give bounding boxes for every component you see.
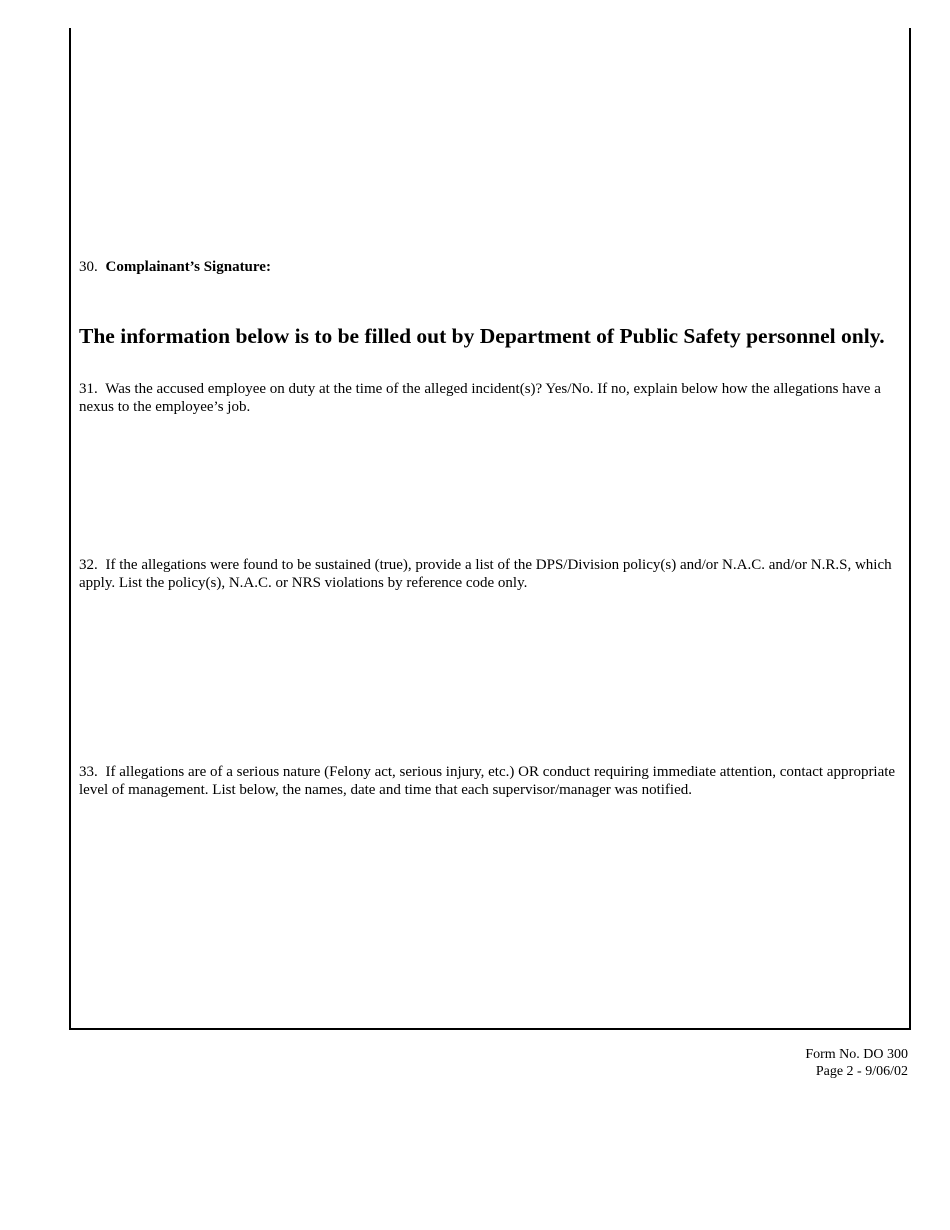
dps-personnel-notice: The information below is to be filled out by Department of Public Safety personnel only. (79, 324, 885, 348)
question-33-text: If allegations are of a serious nature (Felony act, serious injury, etc.) OR conduct requiring immediate attention, contact appropriate level of management. List below, the names, date and time that each supervisor/manager was notified. (79, 764, 896, 798)
item-number: 33. (79, 764, 98, 780)
signature-label: Complainant’s Signature: (105, 259, 271, 275)
page-info: Page 2 - 9/06/02 (815, 1064, 908, 1079)
question-32[interactable] (79, 556, 899, 592)
question-33[interactable] (79, 763, 899, 799)
item-number: 31. (79, 381, 98, 397)
item-number: 30. (79, 259, 98, 275)
item-number: 32. (79, 557, 98, 573)
complainant-signature-field[interactable] (79, 258, 899, 276)
form-number: Form No. DO 300 (805, 1047, 908, 1062)
question-31-text: Was the accused employee on duty at the time of the alleged incident(s)? Yes/No. If no, explain below how the allegations have a nexus to the employee’s job. (79, 381, 881, 415)
form-border (69, 28, 911, 1030)
question-31[interactable] (79, 380, 899, 416)
question-32-text: If the allegations were found to be sustained (true), provide a list of the DPS/Division policy(s) and/or N.A.C. and/or N.R.S, which apply. List the policy(s), N.A.C. or NRS violations by reference code only. (79, 557, 892, 591)
form-footer (805, 1046, 908, 1080)
